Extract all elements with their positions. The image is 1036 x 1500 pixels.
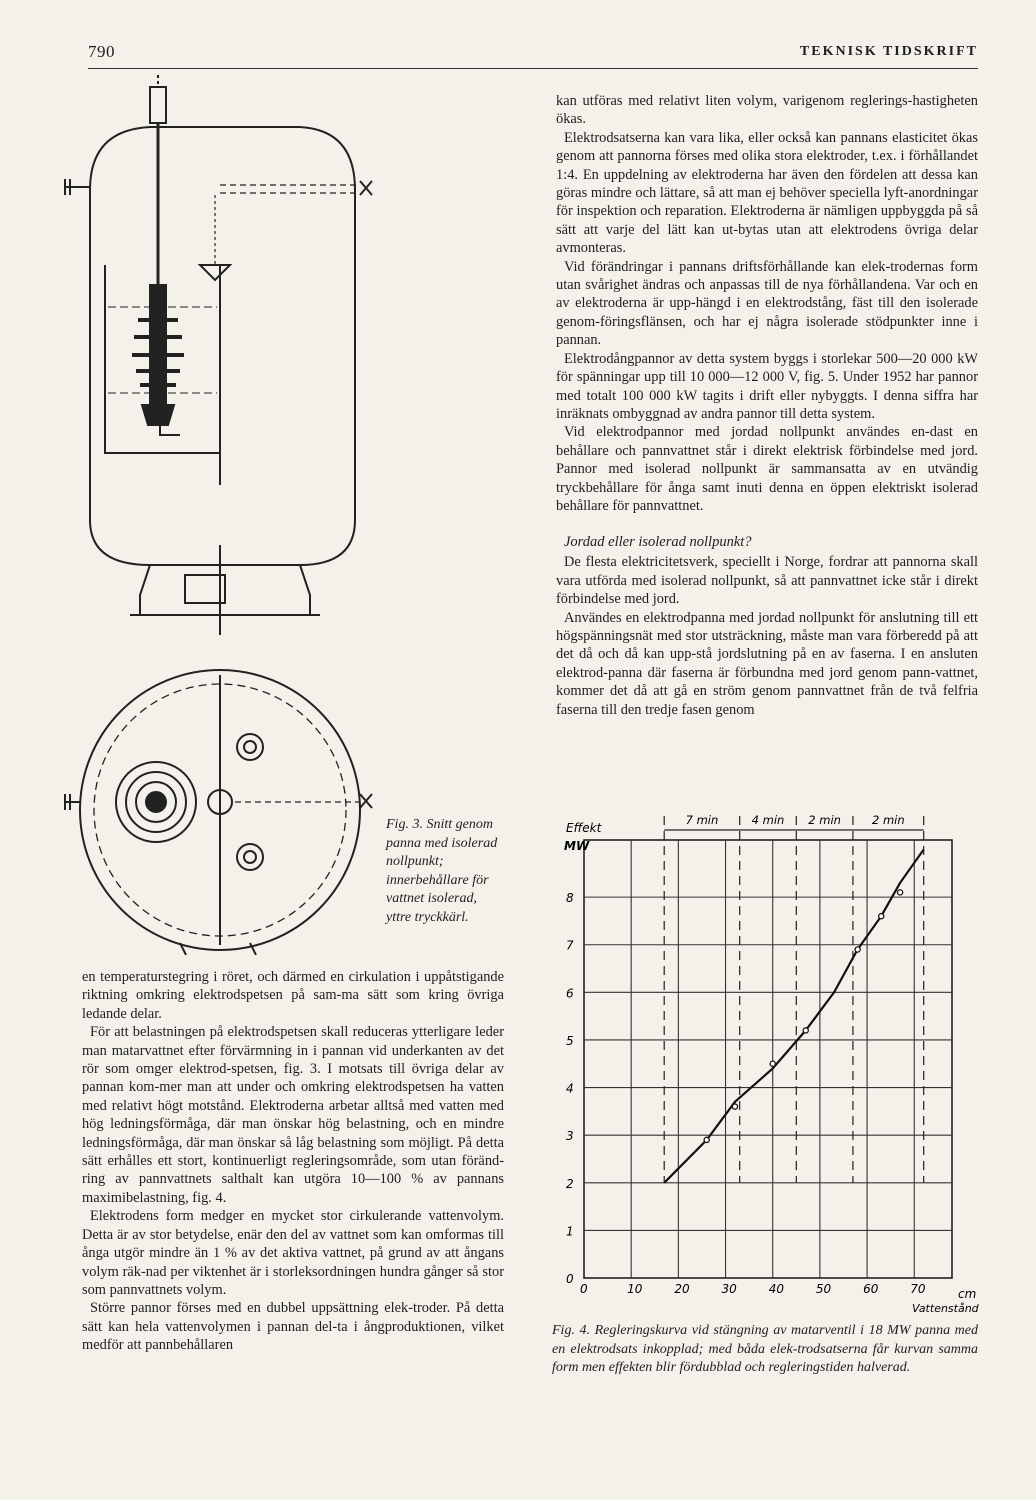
time-interval-label: 2 min: [871, 813, 905, 827]
regulation-curve: [664, 850, 924, 1183]
data-point: [855, 947, 860, 952]
x-tick-label: 0: [580, 1282, 588, 1296]
plot-frame: [584, 840, 952, 1278]
y-tick-label: 4: [566, 1081, 574, 1096]
x-tick-label: 10: [627, 1282, 643, 1296]
figure-3-drawing: [60, 75, 390, 955]
left-paragraph-2: För att belastningen på elektrodspetsen skall reduceras ytterligare leder man matarvattnet efter förvärmning in i pannan vid underkanten av det rör som omger elektrod-spetsen, fig. 3. I motsats till övriga delar av pannan kom-mer man att under och omkring elektrodspetsen ha vatten med relativt högt motstånd. Elektroderna arbetar alltså med vatten med hög ledningsförmåga, där man önskar hög belastning, och en mindre ledningsförmåga, där man önskar så låg belastning som möjligt. På detta sätt erhålles ett stort, kontinuerligt regleringsområde, som utan föränd-ring av pannvattnets salthalt kan utgöra 10—100 % av pannans maximibelastning, fig. 4.: [82, 1024, 504, 1206]
left-paragraph-1: en temperaturstegring i röret, och därmed en cirkulation i uppåtstigande riktning omkring elektrodspetsen på sam-ma sätt som kring övriga ledande delar.: [82, 969, 504, 1022]
y-tick-label: 8: [566, 891, 574, 906]
x-tick-label: 60: [863, 1282, 879, 1296]
data-point: [704, 1137, 709, 1142]
y-tick-label: 0: [566, 1272, 574, 1286]
x-tick-label: 30: [721, 1282, 737, 1296]
y-tick-label: 1: [566, 1224, 574, 1239]
right-paragraph-2: Elektrodsatserna kan vara lika, eller också kan pannans elasticitet ökas genom att pannorna förses med olika stora elektroder, t.ex. i förhållandet 1:4. En uppdelning av elektroderna har även den fördelen att dessa kan göras mindre och lättare, så att man ej behöver speciella lyft-anordningar för inspektion och reparation. Elektroderna är nämligen uppbyggda på så sätt att varje del lätt kan ut-bytas utan att elektrodens övriga delar avmonteras.: [556, 129, 978, 257]
x-tick-label: 20: [674, 1282, 690, 1296]
header-rule: [88, 68, 978, 69]
right-paragraph-1: kan utföras med relativt liten volym, varigenom reglerings-hastigheten ökas.: [556, 93, 978, 128]
right-paragraph-6: De flesta elektricitetsverk, speciellt i Norge, fordrar att pannorna skall vara utförda med isolerad nollpunkt, så att pannvattnet icke står i direkt förbindelse med jord.: [556, 554, 978, 608]
time-interval-label: 2 min: [808, 813, 841, 827]
x-tick-label: 50: [815, 1282, 832, 1296]
figure-4-caption: Fig. 4. Regleringskurva vid stängning av matarventil i 18 MW panna med en elektrodsats inkopplad; med båda elek-trodsatserna får kurvan samma form men effekten blir fördubblad och regleringstiden halverad.: [552, 1323, 978, 1375]
data-point: [803, 1028, 808, 1033]
y-tick-label: 3: [566, 1129, 574, 1144]
left-paragraph-4: Större pannor förses med en dubbel uppsättning elek-troder. På detta sätt kan hela vattenvolymen i pannan del-ta i ångproduktionen, vilket medför att pannbehållaren: [82, 1300, 504, 1354]
x-tick-label: 40: [768, 1282, 784, 1296]
right-column: [556, 92, 978, 719]
time-interval-label: 7 min: [685, 813, 719, 827]
time-interval-label: 4 min: [751, 813, 785, 827]
right-paragraph-3: Vid förändringar i pannans driftsförhållande kan elek-trodernas form utan svårighet ändras och anpassas till de nya förhållandena. Var och en av elektroderna är upp-hängd i en elektrodstång, fäst till den isolerade genom-föringsflänsen, och har ej några isolerade stödpunkter inne i pannan.: [556, 258, 978, 349]
left-paragraph-3: Elektrodens form medger en mycket stor cirkulerande vattenvolym. Detta är av stor betydelse, enär den del av vattnet som kan omformas till ånga utgör mindre än 1 % av det aktiva vattnet, på grund av att ångans volym räk-nad per viktenhet är i storleksordningen hundra gånger så stor som pannvattnets volym.: [82, 1208, 504, 1298]
y-tick-label: 2: [566, 1176, 574, 1191]
data-point: [898, 890, 903, 895]
y-axis-label: Effekt: [566, 821, 602, 835]
x-axis-unit: cm: [958, 1287, 977, 1301]
y-tick-label: 7: [566, 938, 574, 953]
y-tick-label: 5: [566, 1033, 574, 1048]
left-column: [82, 968, 504, 1355]
data-point: [770, 1061, 775, 1066]
y-tick-label: 6: [566, 986, 574, 1001]
right-paragraph-7: Användes en elektrodpanna med jordad nollpunkt för anslutning till ett högspänningsnät med stor utsträckning, måste man vara förberedd på att det då och då kan upp-stå jordslutning på en av faserna. I en ansluten elektrod-panna där faserna är förbundna med jord genom pann-vattnet, kommer det då att gå en ström genom pannvattnet från de två felfria faserna till den tredje fasen genom: [556, 609, 978, 718]
data-point: [879, 914, 884, 919]
page-number: 790: [88, 42, 115, 61]
data-point: [732, 1104, 737, 1109]
section-subheading: Jordad eller isolerad nollpunkt?: [564, 534, 752, 551]
x-axis-label: Vattenstånd: [912, 1302, 979, 1315]
right-paragraph-5: Vid elektrodpannor med jordad nollpunkt användes en-dast en behållare och pannvattnet står i direkt elektrisk förbindelse med jord. Pannor med isolerad nollpunkt är sammansatta av en utvändig tryckbehållare för ånga samt inuti denna en öppen elektriskt isolerad behållare för pannvattnet.: [556, 424, 978, 514]
figure-4-chart: [552, 808, 982, 1318]
figure-3-caption: Fig. 3. Snitt genom panna med isolerad nollpunkt; innerbehållare för vattnet isolerad, yttre tryckkärl.: [386, 817, 498, 925]
right-paragraph-4: Elektrodångpannor av detta system byggs i storlekar 500—20 000 kW för spänningar upp till 10 000—12 000 V, fig. 5. Under 1952 har pannor med totalt 100 000 kW tagits i drift eller nybyggts. I denna siffra har inräknats ombyggnad av andra pannor till detta system.: [556, 350, 978, 422]
y-axis-unit: MW: [564, 839, 590, 853]
journal-title: TEKNISK TIDSKRIFT: [799, 44, 978, 59]
x-tick-label: 70: [910, 1282, 926, 1296]
